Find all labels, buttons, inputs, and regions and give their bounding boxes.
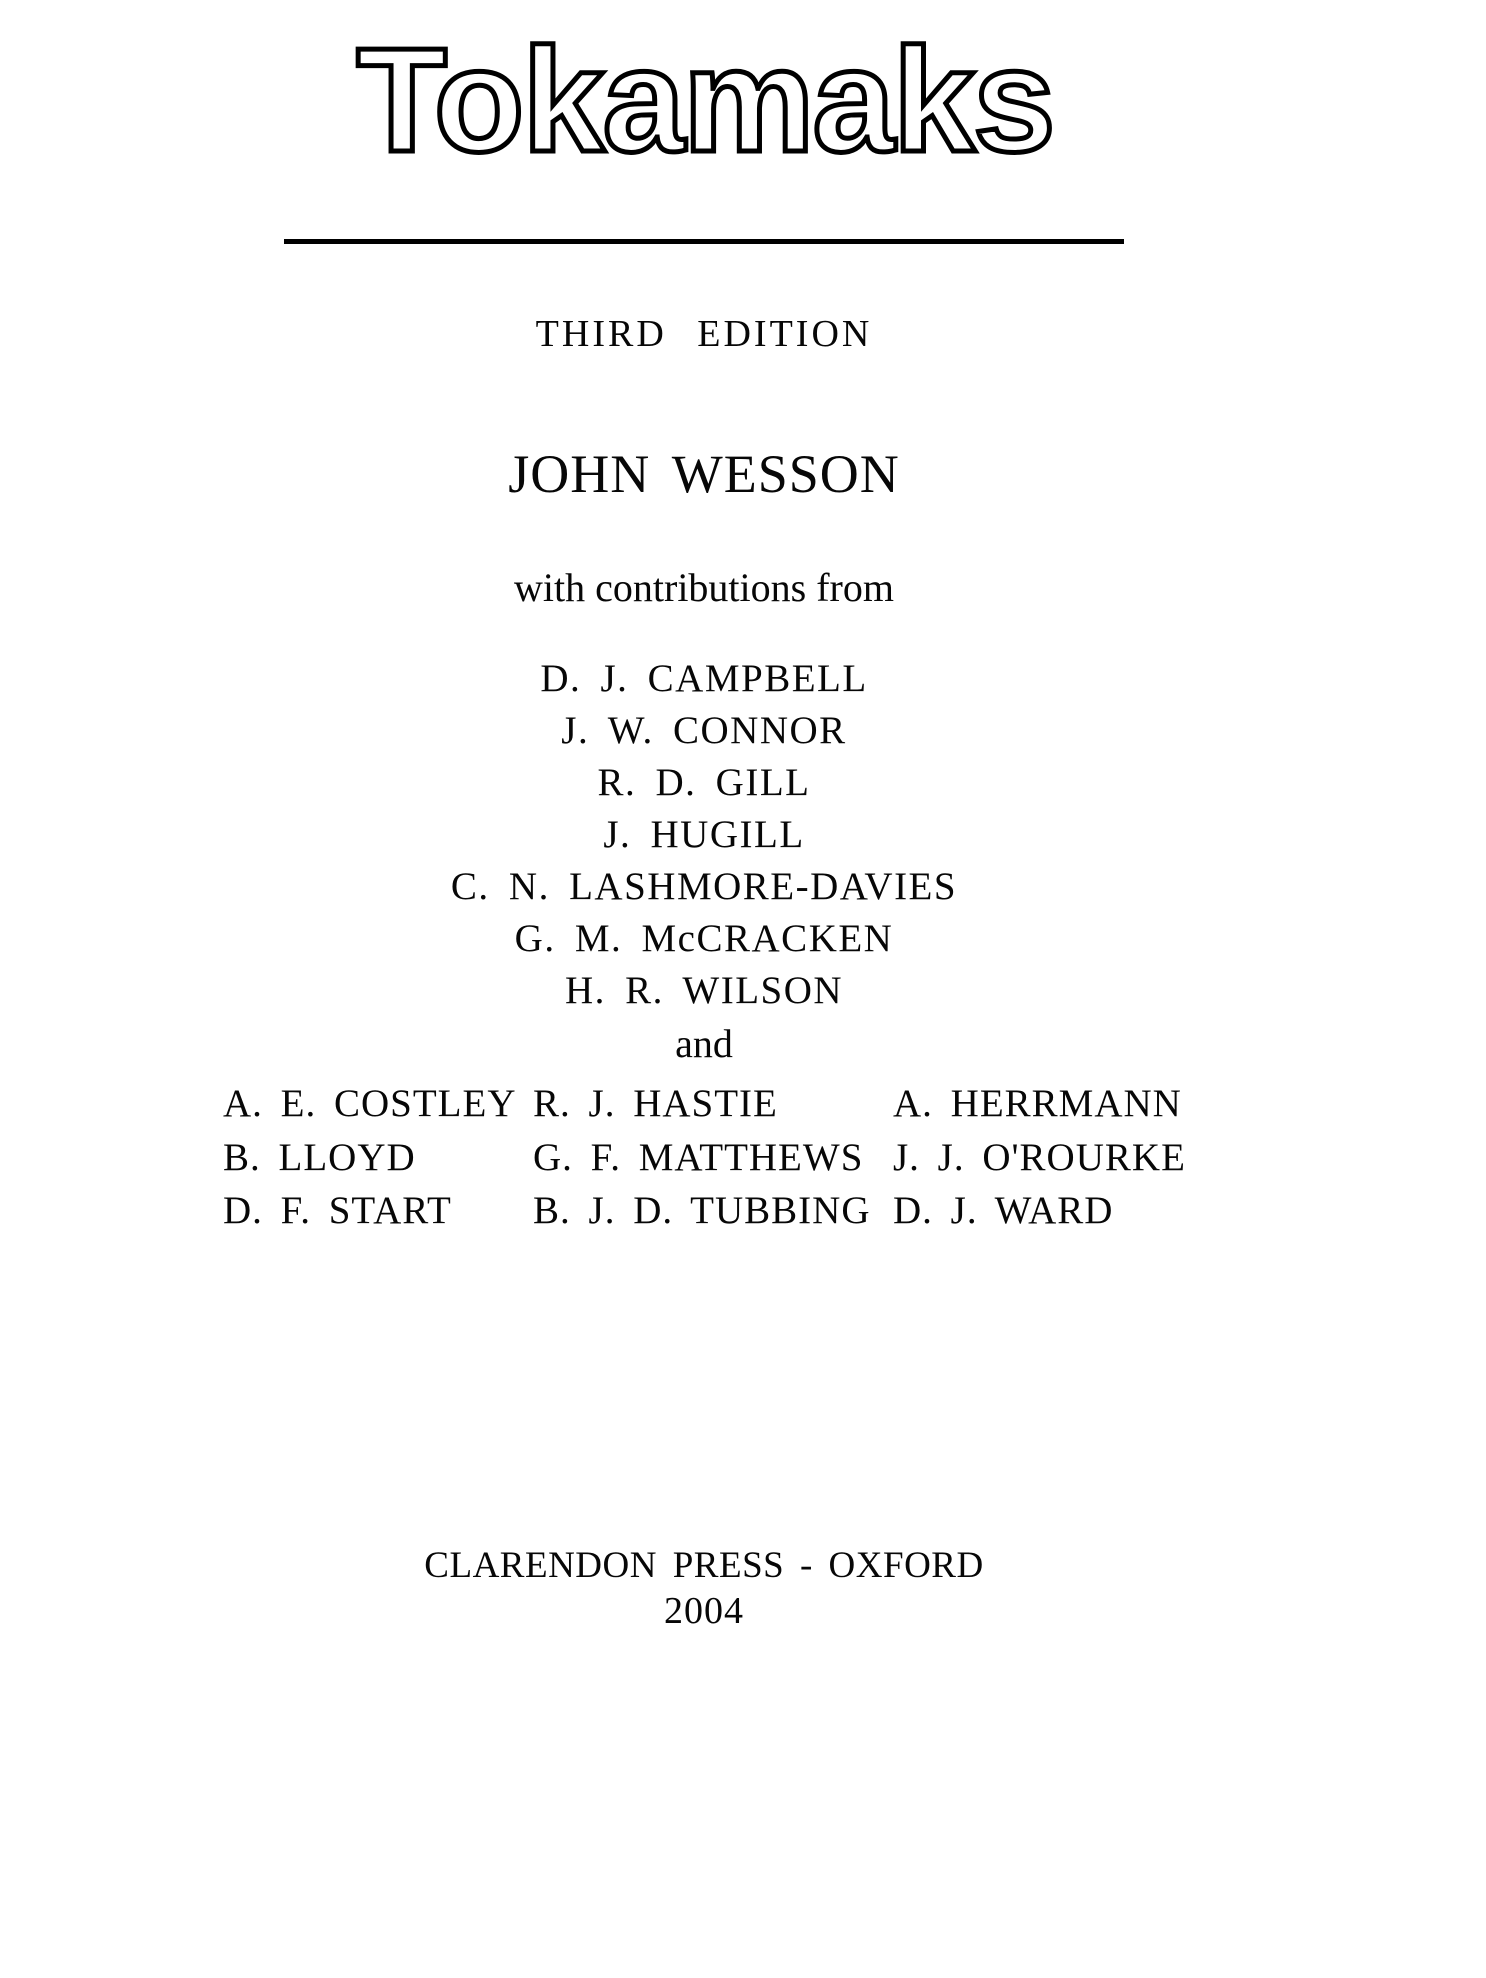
grid-contributor-name: B. J. D. TUBBING bbox=[533, 1189, 871, 1232]
author-name: JOHN WESSON bbox=[508, 444, 900, 504]
contributions-intro: with contributions from bbox=[514, 565, 894, 610]
and-separator: and bbox=[675, 1021, 733, 1066]
grid-contributor-name: A. HERRMANN bbox=[893, 1082, 1182, 1125]
book-title: Tokamaks bbox=[356, 18, 1054, 168]
contributor-name: C. N. LASHMORE-DAVIES bbox=[450, 865, 958, 908]
publication-year: 2004 bbox=[664, 1590, 744, 1632]
contributor-name: J. W. CONNOR bbox=[561, 709, 847, 752]
grid-contributor-name: R. J. HASTIE bbox=[533, 1082, 778, 1125]
grid-contributor-name: G. F. MATTHEWS bbox=[533, 1136, 864, 1179]
grid-contributor-name: J. J. O'ROURKE bbox=[893, 1136, 1186, 1179]
book-title-art bbox=[330, 18, 1080, 168]
contributor-name: D. J. CAMPBELL bbox=[540, 657, 868, 700]
contributor-name: R. D. GILL bbox=[597, 761, 811, 804]
publisher-imprint: CLARENDON PRESS - OXFORD bbox=[424, 1545, 984, 1586]
grid-contributor-name: A. E. COSTLEY bbox=[223, 1082, 517, 1125]
grid-contributor-name: D. J. WARD bbox=[893, 1189, 1114, 1232]
contributor-name: G. M. McCRACKEN bbox=[514, 917, 894, 960]
title-underline-rule bbox=[284, 239, 1124, 244]
grid-contributor-name: D. F. START bbox=[223, 1189, 452, 1232]
edition-label: THIRD EDITION bbox=[535, 313, 873, 355]
grid-contributor-name: B. LLOYD bbox=[223, 1136, 416, 1179]
contributor-name: H. R. WILSON bbox=[564, 969, 844, 1012]
contributor-name: J. HUGILL bbox=[603, 813, 805, 856]
